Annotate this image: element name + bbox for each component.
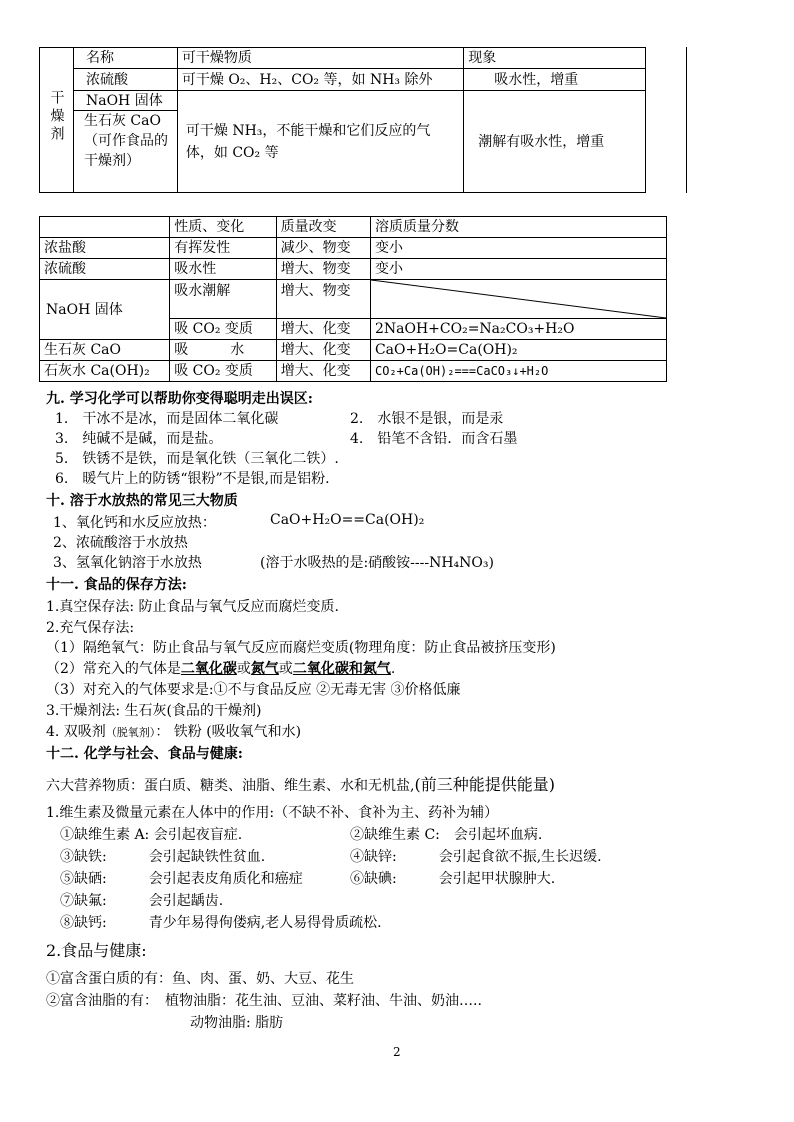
s9-item-6: 6. 暖气片上的防锈“银粉”不是银,而是铝粉. (55, 471, 330, 487)
t2-cell: 2NaOH+CO₂=Na₂CO₃+H₂O (370, 319, 666, 340)
s11-line-7: 4. 双吸剂（脱氧剂）： 铁粉 (吸收氧气和水) (46, 724, 302, 740)
t2-header-1: 性质、变化 (170, 217, 276, 238)
t2-cell: CaO+H₂O=Ca(OH)₂ (370, 340, 666, 361)
t2-cell: 吸 CO₂ 变质 (170, 361, 276, 382)
s9-item-4: 4. 铅笔不含铅．而含石墨 (350, 431, 518, 447)
page-number: 2 (393, 1045, 401, 1059)
t2-cell: 变小 (370, 238, 666, 259)
t2-header-2: 质量改变 (276, 217, 370, 238)
t2-cell: 增大、物变 (276, 280, 370, 319)
t2-cell: 有挥发性 (170, 238, 276, 259)
s10-item-2: 2、浓硫酸溶于水放热 (53, 535, 188, 551)
deficiency-7: ⑦缺氟: 会引起龋齿. (60, 893, 224, 909)
t2-cell: 吸 水 (170, 340, 276, 361)
t2-cell: 增大、物变 (276, 259, 370, 280)
food-health-heading: 2.食品与健康: (46, 941, 147, 960)
t2-cell: 吸水潮解 (170, 280, 276, 319)
s11-line-5: （3）对充入的气体要求是:①不与食品反应 ②无毒无害 ③价格低廉 (46, 682, 461, 698)
t2-cell: 吸水性 (170, 259, 276, 280)
s11-line-4: （2）常充入的气体是二氧化碳或氮气或二氧化碳和氮气. (46, 661, 396, 677)
deficiency-4: ④缺锌: 会引起食欲不振,生长迟缓. (350, 849, 602, 865)
t2-header-3: 溶质质量分数 (370, 217, 666, 238)
row2-phenomenon: 潮解有吸水性，增重 (464, 91, 646, 193)
food-line-1: ①富含蛋白质的有：鱼、肉、蛋、奶、大豆、花生 (46, 971, 354, 987)
t2-cell: 吸 CO₂ 变质 (170, 319, 276, 340)
header-name: 名称 (73, 48, 177, 69)
t2-cell: CO₂+Ca(OH)₂===CaCO₃↓+H₂O (370, 361, 666, 382)
s11-line-2: 2.充气保存法: (46, 620, 135, 636)
deficiency-8: ⑧缺钙: 青少年易得佝偻病,老人易得骨质疏松. (60, 915, 382, 931)
food-line-2: ②富含油脂的有： 植物油脂：花生油、豆油、菜籽油、牛油、奶油….. (46, 993, 482, 1009)
t2-cell: 浓硫酸 (40, 259, 170, 280)
section-11-title: 十一. 食品的保存方法: (46, 577, 187, 593)
t2-cell: 变小 (370, 259, 666, 280)
desiccant-table (39, 47, 646, 193)
s10-item-1-equation: CaO+H₂O==Ca(OH)₂ (270, 512, 425, 528)
row2-name1: NaOH 固体 (73, 91, 177, 111)
section-9-title: 九. 学习化学可以帮助你变得聪明走出误区: (46, 391, 313, 407)
s9-item-1: 1. 干冰不是冰，而是固体二氧化碳 (55, 411, 279, 427)
s11-line-6: 3.干燥剂法: 生石灰(食品的干燥剂) (46, 703, 262, 719)
diagonal-line (371, 280, 666, 318)
t2-header-0 (40, 217, 170, 238)
section-10-title: 十. 溶于水放热的常见三大物质 (46, 493, 238, 509)
s10-item-1: 1、氧化钙和水反应放热： (53, 515, 216, 531)
deficiency-2: ②缺维生素 C: 会引起坏血病. (350, 827, 543, 843)
deficiency-1: ①缺维生素 A: 会引起夜盲症. (60, 827, 243, 843)
s11-line-3: （1）隔绝氧气：防止食品与氧气反应而腐烂变质(物理角度：防止食品被挤压变形) (46, 640, 556, 656)
vitamins-heading: 1.维生素及微量元素在人体中的作用:（不缺不补、食补为主、药补为辅） (46, 805, 499, 821)
t2-cell: 减少、物变 (276, 238, 370, 259)
header-phenomenon: 现象 (464, 48, 646, 69)
header-substance: 可干燥物质 (177, 48, 463, 69)
s9-item-2: 2. 水银不是银，而是汞 (350, 411, 504, 427)
t2-cell: 浓盐酸 (40, 238, 170, 259)
deficiency-3: ③缺铁: 会引起缺铁性贫血. (60, 849, 266, 865)
t2-diagonal-cell (370, 280, 666, 319)
t2-cell: 增大、化变 (276, 340, 370, 361)
t2-cell: 增大、化变 (276, 361, 370, 382)
s11-line-1: 1.真空保存法: 防止食品与氧气反应而腐烂变质. (46, 599, 339, 615)
row2-substance: 可干燥 NH₃，不能干燥和它们反应的气体，如 CO₂ 等 (177, 91, 463, 193)
s10-item-3: 3、氢氧化钠溶于水放热 (53, 555, 202, 571)
row1-substance: 可干燥 O₂、H₂、CO₂ 等，如 NH₃ 除外 (177, 69, 463, 91)
t2-cell: 生石灰 CaO (40, 340, 170, 361)
row1-phenomenon: 吸水性，增重 (464, 69, 646, 91)
deficiency-5: ⑤缺硒: 会引起表皮角质化和癌症 (60, 871, 303, 887)
section-12-title: 十二. 化学与社会、食品与健康: (46, 746, 243, 762)
t2-cell: 石灰水 Ca(OH)₂ (40, 361, 170, 382)
row2-name2: 生石灰 CaO（可作食品的干燥剂） (73, 111, 177, 193)
s9-item-3: 3. 纯碱不是碱，而是盐。 (55, 431, 223, 447)
food-line-3: 动物油脂: 脂肪 (190, 1015, 284, 1031)
s10-item-3-note: (溶于水吸热的是:硝酸铵----NH₄NO₃) (260, 555, 494, 571)
s9-item-5: 5. 铁锈不是铁，而是氧化铁（三氧化二铁）. (55, 451, 339, 467)
t2-cell: 增大、化变 (276, 319, 370, 340)
margin-line (686, 47, 687, 193)
property-table (39, 216, 667, 382)
deficiency-6: ⑥缺碘: 会引起甲状腺肿大. (350, 871, 556, 887)
t2-cell: NaOH 固体 (40, 280, 170, 340)
row1-name: 浓硫酸 (73, 69, 177, 91)
desiccant-side-label: 干燥剂 (40, 48, 74, 193)
nutrients-line: 六大营养物质：蛋白质、糖类、油脂、维生素、水和无机盐,(前三种能提供能量) (46, 775, 555, 794)
